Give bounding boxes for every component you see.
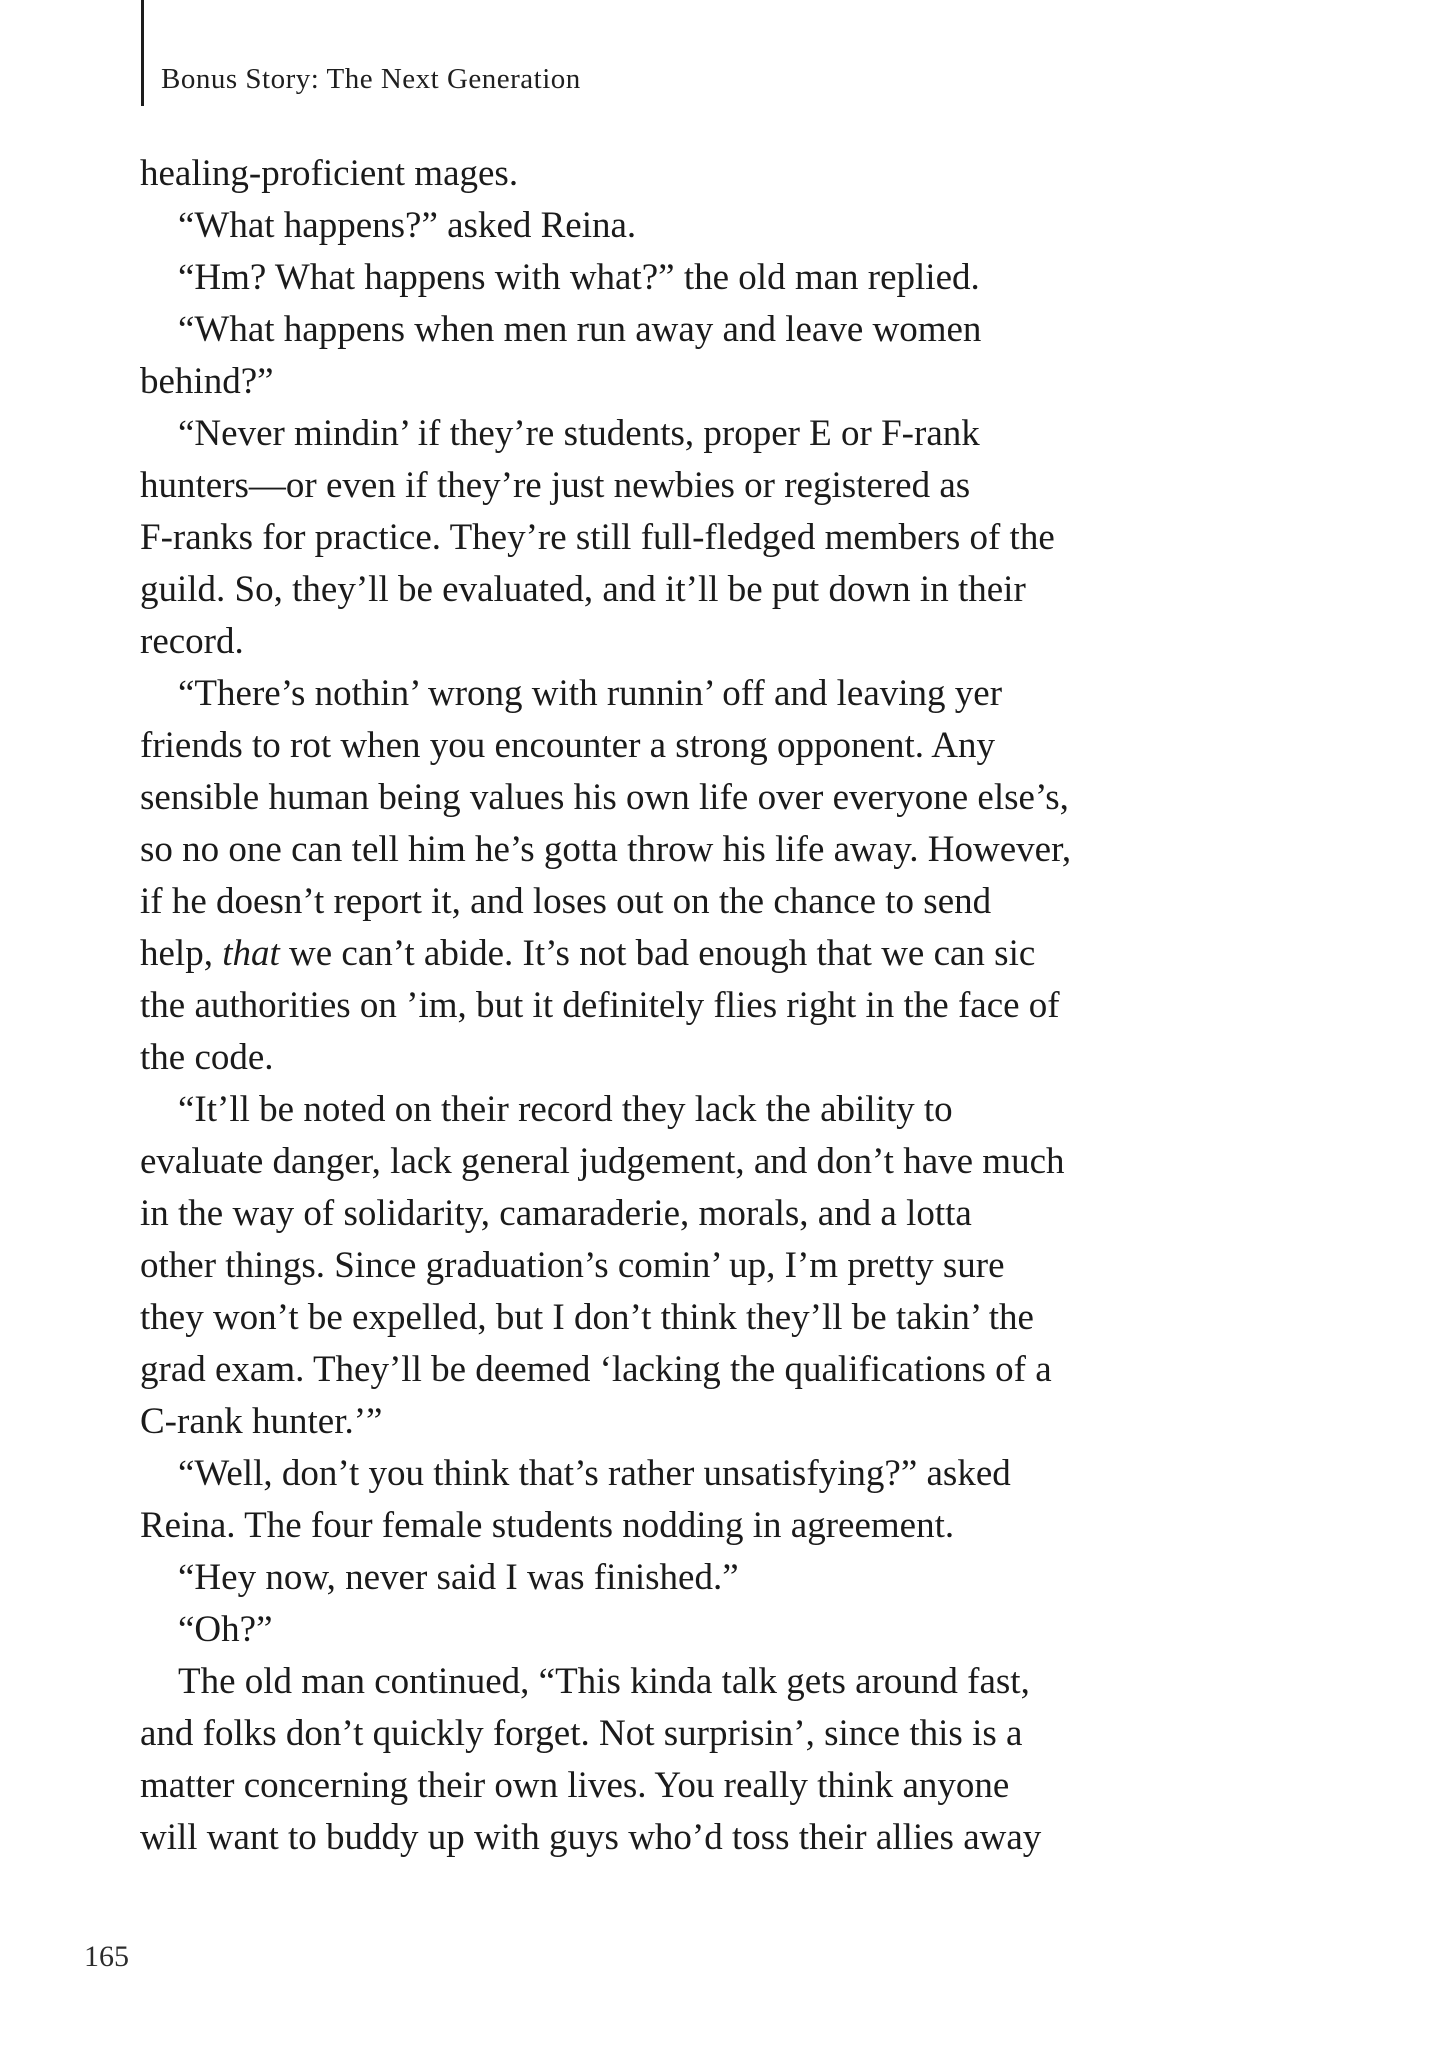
line-segment: and folks don’t quickly forget. Not surprisin’, since this is a: [140, 1713, 1023, 1754]
line-segment: guild. So, they’ll be evaluated, and it’ll be put down in their: [140, 569, 1026, 610]
text-line: [140, 616, 1310, 668]
text-line: [140, 928, 1310, 980]
line-segment: “What happens?” asked Reina.: [178, 205, 637, 246]
text-line: [140, 824, 1310, 876]
text-line: [140, 1084, 1310, 1136]
line-segment: “Oh?”: [178, 1609, 273, 1650]
text-line: [140, 408, 1310, 460]
running-header-title: Bonus Story: The Next Generation: [161, 63, 581, 95]
text-line: [140, 304, 1310, 356]
text-line: [140, 1344, 1310, 1396]
text-line: [140, 252, 1310, 304]
line-segment: “It’ll be noted on their record they lack the ability to: [178, 1089, 953, 1130]
line-segment: C-rank hunter.’”: [140, 1401, 383, 1442]
text-line: [140, 1760, 1310, 1812]
line-segment: friends to rot when you encounter a strong opponent. Any: [140, 725, 995, 766]
line-segment: so no one can tell him he’s gotta throw his life away. However,: [140, 829, 1072, 870]
header-rule: [141, 0, 144, 106]
text-line: [140, 1708, 1310, 1760]
story-text-block: [140, 148, 1310, 1864]
line-segment: behind?”: [140, 361, 274, 402]
text-line: [140, 564, 1310, 616]
line-segment: we can’t abide. It’s not bad enough that we can sic: [279, 933, 1036, 974]
text-line: [140, 720, 1310, 772]
text-line: [140, 1552, 1310, 1604]
line-segment: The old man continued, “This kinda talk gets around fast,: [178, 1661, 1030, 1702]
line-segment: will want to buddy up with guys who’d toss their allies away: [140, 1817, 1042, 1858]
line-segment: help,: [140, 933, 223, 974]
text-line: [140, 1448, 1310, 1500]
text-line: [140, 1812, 1310, 1864]
text-line: [140, 1292, 1310, 1344]
text-line: [140, 460, 1310, 512]
text-line: [140, 876, 1310, 928]
line-segment: record.: [140, 621, 244, 662]
line-segment: other things. Since graduation’s comin’ up, I’m pretty sure: [140, 1245, 1005, 1286]
line-segment: sensible human being values his own life over everyone else’s,: [140, 777, 1069, 818]
line-segment: that: [222, 933, 280, 974]
line-segment: “Never mindin’ if they’re students, proper E or F-rank: [178, 413, 980, 454]
text-line: [140, 1396, 1310, 1448]
text-line: [140, 668, 1310, 720]
text-line: [140, 1656, 1310, 1708]
line-segment: the authorities on ’im, but it definitely flies right in the face of: [140, 985, 1060, 1026]
text-line: [140, 1188, 1310, 1240]
line-segment: they won’t be expelled, but I don’t think they’ll be takin’ the: [140, 1297, 1034, 1338]
text-line: [140, 1604, 1310, 1656]
text-line: [140, 772, 1310, 824]
line-segment: “Well, don’t you think that’s rather unsatisfying?” asked: [178, 1453, 1011, 1494]
line-segment: “There’s nothin’ wrong with runnin’ off and leaving yer: [178, 673, 1003, 714]
line-segment: grad exam. They’ll be deemed ‘lacking the qualifications of a: [140, 1349, 1052, 1390]
text-line: [140, 200, 1310, 252]
text-line: [140, 1240, 1310, 1292]
line-segment: evaluate danger, lack general judgement, and don’t have much: [140, 1141, 1065, 1182]
line-segment: if he doesn’t report it, and loses out on the chance to send: [140, 881, 992, 922]
line-segment: “Hm? What happens with what?” the old man replied.: [178, 257, 980, 298]
line-segment: F-ranks for practice. They’re still full-fledged members of the: [140, 517, 1055, 558]
text-line: [140, 1136, 1310, 1188]
text-line: [140, 980, 1310, 1032]
line-segment: hunters—or even if they’re just newbies or registered as: [140, 465, 971, 506]
line-segment: matter concerning their own lives. You really think anyone: [140, 1765, 1010, 1806]
page-number: 165: [84, 1940, 129, 1973]
line-segment: “Hey now, never said I was finished.”: [178, 1557, 739, 1598]
line-segment: the code.: [140, 1037, 274, 1078]
text-line: [140, 148, 1310, 200]
line-segment: healing-proficient mages.: [140, 153, 519, 194]
line-segment: Reina. The four female students nodding in agreement.: [140, 1505, 955, 1546]
text-line: [140, 1032, 1310, 1084]
line-segment: “What happens when men run away and leave women: [178, 309, 982, 350]
text-line: [140, 356, 1310, 408]
text-line: [140, 512, 1310, 564]
text-line: [140, 1500, 1310, 1552]
line-segment: in the way of solidarity, camaraderie, morals, and a lotta: [140, 1193, 972, 1234]
